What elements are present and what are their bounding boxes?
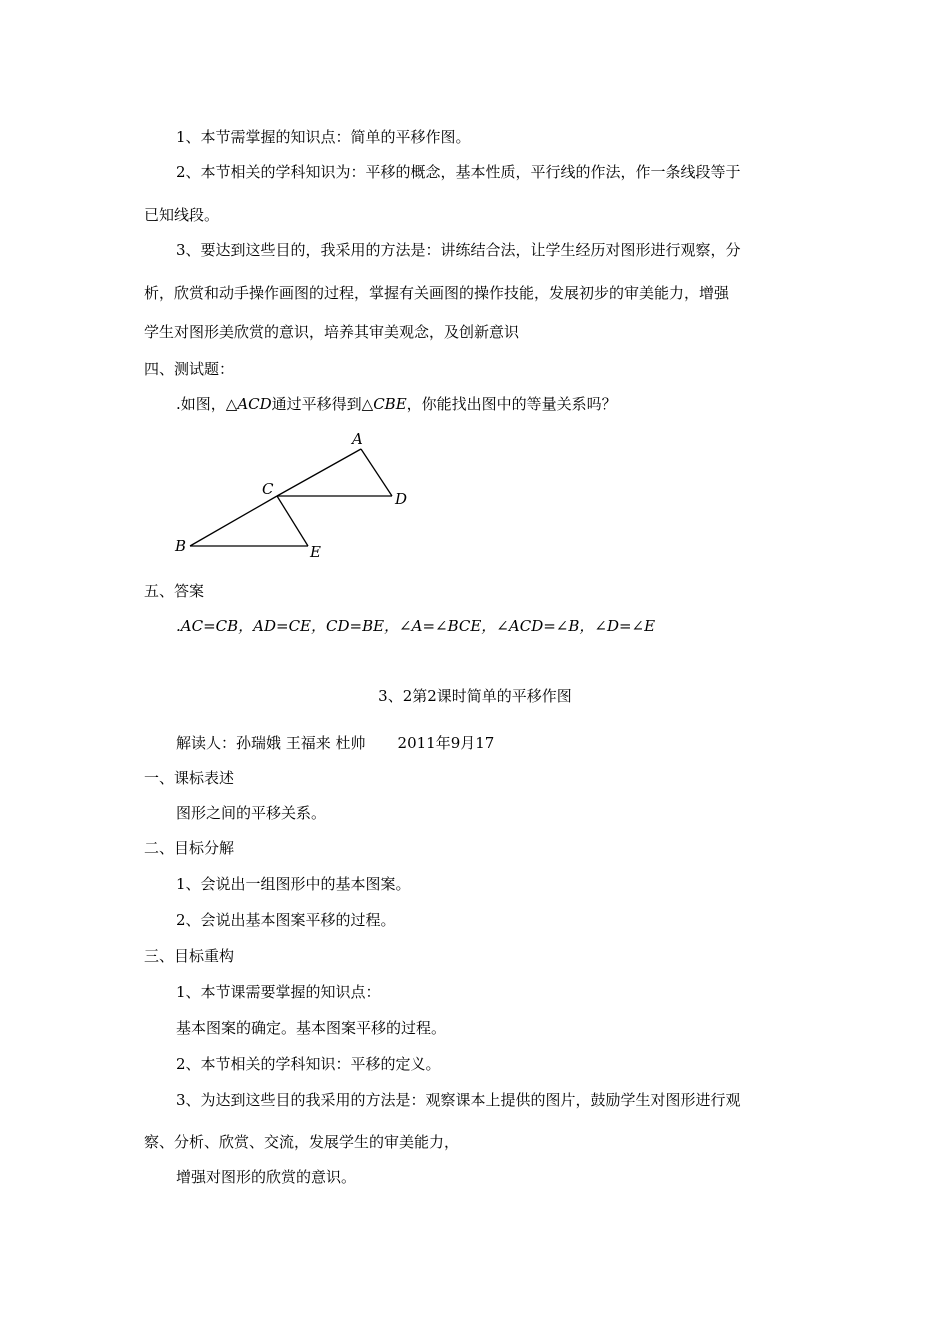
section-2-heading: 二、目标分解 (144, 839, 235, 857)
section-3-item-3-line-2: 察、分析、欣赏、交流，发展学生的审美能力， (144, 1133, 460, 1151)
section-3-item-2: 2、本节相关的学科知识：平移的定义。 (176, 1055, 441, 1073)
date: 2011年9月17 (397, 734, 495, 752)
triangle-acd: ACD (237, 395, 272, 413)
test-heading: 四、测试题： (144, 360, 235, 378)
point-label-c: C (262, 480, 274, 498)
lesson-title: 3、2第2课时简单的平移作图 (378, 687, 572, 705)
section-1-heading: 一、课标表述 (144, 769, 235, 787)
section-2-item-1: 1、会说出一组图形中的基本图案。 (176, 875, 411, 893)
paragraph-1: 1、本节需掌握的知识点：简单的平移作图。 (176, 128, 471, 146)
paragraph-3-line-1: 3、要达到这些目的，我采用的方法是：讲练结合法，让学生经历对图形进行观察，分 (176, 241, 741, 259)
paragraph-2-line-2: 已知线段。 (144, 206, 220, 224)
segment-ce (277, 496, 308, 546)
section-1-text: 图形之间的平移关系。 (176, 804, 327, 822)
section-2-item-2: 2、会说出基本图案平移的过程。 (176, 911, 396, 929)
section-3-item-1: 1、本节课需要掌握的知识点： (176, 983, 381, 1001)
triangle-cbe: CBE (373, 395, 407, 413)
point-label-b: B (175, 537, 187, 555)
point-label-d: D (395, 490, 408, 508)
point-label-e: E (310, 543, 321, 561)
paragraph-2-line-1: 2、本节相关的学科知识为：平移的概念，基本性质，平行线的作法，作一条线段等于 (176, 163, 741, 181)
section-3-item-1-detail: 基本图案的确定。基本图案平移的过程。 (176, 1019, 447, 1037)
authors-line (176, 733, 494, 753)
point-label-a: A (352, 430, 363, 448)
segment-ad (361, 449, 392, 496)
section-3-item-3-line-3: 增强对图形的欣赏的意识。 (176, 1168, 357, 1186)
section-3-item-3-line-1: 3、为达到这些目的我采用的方法是：观察课本上提供的图片，鼓励学生对图形进行观 (176, 1091, 741, 1109)
segment-bc (190, 496, 277, 546)
question-middle: 通过平移得到△ (271, 395, 374, 413)
question-suffix: ，你能找出图中的等量关系吗？ (406, 395, 617, 413)
section-3-heading: 三、目标重构 (144, 947, 235, 965)
paragraph-3-line-2: 析，欣赏和动手操作画图的过程，掌握有关画图的操作技能，发展初步的审美能力，增强 (144, 284, 730, 302)
authors: 解读人：孙瑞娥 王福来 杜帅 (176, 734, 366, 752)
answer-heading: 五、答案 (144, 582, 205, 600)
answer-text: .AC=CB，AD=CE，CD=BE，∠A=∠BCE，∠ACD=∠B，∠D=∠E (176, 617, 656, 635)
segment-ca (277, 449, 361, 496)
paragraph-3-line-3: 学生对图形美欣赏的意识，培养其审美观念，及创新意识 (144, 323, 520, 341)
question-prefix: .如图，△ (176, 395, 238, 413)
